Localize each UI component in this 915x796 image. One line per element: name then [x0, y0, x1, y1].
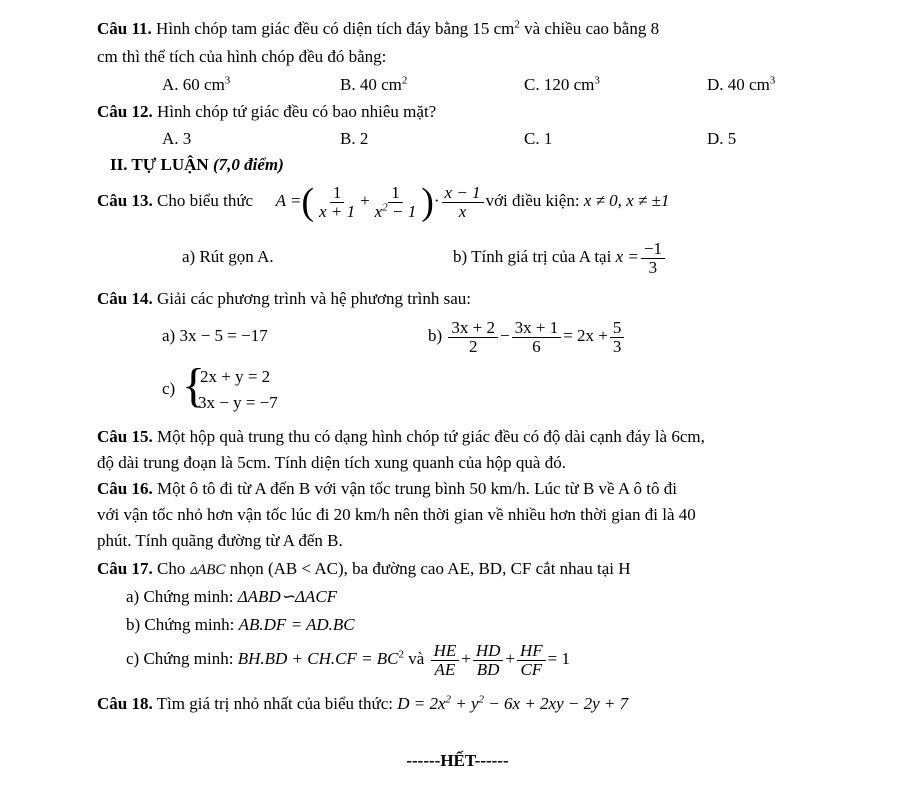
q14-part-a: a) 3x − 5 = −17	[162, 326, 268, 345]
q13-cond: x ≠ 0, x ≠ ±1	[583, 191, 670, 210]
q12-option-a: A. 3	[162, 129, 192, 148]
q14-label: Câu 14.	[97, 289, 153, 308]
q13-frac1: $\frac{1}{x + 1}$	[319, 182, 356, 221]
q17-part-c: c) Chứng minh: $BH.BD + CH.CF = BC^2$ và $\frac{HE}{AE}$ + $\frac{HD}{BD}$ + $\frac{HF}{CF}$ = 1	[126, 640, 570, 679]
q11-line2	[97, 46, 386, 68]
q13-frac2: $\frac{1}{x^2 - 1}$	[374, 182, 417, 221]
q14-text: Giải các phương trình và hệ phương trình sau:	[152, 289, 471, 308]
q17-label: Câu 17.	[97, 559, 153, 578]
q17-part-b: b) Chứng minh: AB.DF = AD.BC	[126, 615, 355, 634]
section-points: (7,0 điểm)	[208, 155, 284, 174]
q11-line1	[97, 18, 659, 40]
q13-text: Cho biểu thức	[152, 191, 254, 210]
q13-paren-open: (	[301, 181, 315, 224]
q14-c-eq2: 3x − y = −7	[198, 393, 278, 412]
q14-b-frac2: $\frac{3x + 1}{6}$	[512, 319, 562, 356]
q13-part-a: a) Rút gọn A.	[182, 247, 274, 266]
q12-option-d: D. 5	[707, 129, 737, 148]
q12-option-b: B. 2	[340, 129, 369, 148]
q14-b-frac3: $\frac{5}{3}$	[610, 319, 625, 356]
q18-line: Câu 18. Tìm giá trị nhỏ nhất của biểu thức: $D = 2x^2 + y^2 - 6x + 2xy - 2y + 7$	[97, 693, 629, 713]
q16-label: Câu 16.	[97, 479, 153, 498]
q11-sup1: 2	[514, 18, 520, 31]
q16-line3: phút. Tính quãng đường từ A đến B.	[97, 531, 343, 550]
q14-line	[97, 288, 471, 310]
q13-part-b: b) Tính giá trị của A tại x = $\frac{-1}{3}$	[453, 235, 667, 279]
q16-line1: Câu 16. Một ô tô đi từ A đến B với vận tốc trung bình 50 km/h. Lúc từ B về A ô tô đi	[97, 479, 677, 498]
end-marker: ------HẾT------	[406, 751, 509, 770]
q11-label: Câu 11.	[97, 19, 152, 38]
q13-label: Câu 13.	[97, 191, 153, 210]
q16-line2: với vận tốc nhỏ hơn vận tốc lúc đi 20 km/h nên thời gian về nhiều hơn thời gian đi là 40	[97, 505, 696, 524]
q14-system-brace: {	[182, 359, 206, 412]
q17-part-a: a) Chứng minh: ΔABD∽ΔACF	[126, 587, 338, 606]
q12-option-c: C. 1	[524, 129, 553, 148]
q13-b-frac: $\frac{-1}{3}$	[641, 240, 665, 277]
q14-c-eq1: 2x + y = 2	[200, 367, 271, 386]
q13-cond-text: với điều kiện:	[485, 191, 584, 210]
q11-text2: và chiều cao bằng 8	[519, 19, 660, 38]
section-title: II. TỰ LUẬN	[110, 155, 209, 174]
q11-option-a: A. 60 $cm^3$	[162, 74, 231, 94]
q15-label: Câu 15.	[97, 427, 153, 446]
q15-line1: Câu 15. Một hộp quà trung thu có dạng hình chóp tứ giác đều có độ dài cạnh đáy là 6cm,	[97, 427, 705, 446]
q14-b-frac1: $\frac{3x + 2}{2}$	[448, 319, 498, 356]
q17-c-frac2: $\frac{HD}{BD}$	[473, 642, 504, 679]
q17-line: Câu 17. Cho ▵ABC nhọn (AB < AC), ba đường cao AE, BD, CF cắt nhau tại H	[97, 559, 631, 578]
q13-frac3: $\frac{x - 1}{x}$	[442, 184, 484, 221]
q18-expr: $D = 2x^2 + y^2 - 6x + 2xy - 2y + 7$	[397, 693, 629, 713]
q14-part-c-label: c)	[162, 379, 176, 398]
q11-text3: cm thì thể tích của hình chóp đều đó bằng:	[97, 47, 387, 66]
q11-text1: Hình chóp tam giác đều có diện tích đáy bằng 15 cm	[151, 19, 515, 38]
q11-option-d: D. 40 $cm^3$	[707, 74, 776, 94]
q12-label: Câu 12.	[97, 102, 153, 121]
q17-c-frac1: $\frac{HE}{AE}$	[431, 642, 460, 679]
q14-part-b: b) $\frac{3x + 2}{2}$ − $\frac{3x + 1}{6}$ = 2x + $\frac{5}{3}$	[428, 314, 626, 358]
q17-c-frac3: $\frac{HF}{CF}$	[517, 642, 546, 679]
q12-line	[97, 101, 436, 123]
q18-label: Câu 18.	[97, 694, 153, 713]
q13-line: Câu 13. Cho biểu thức A =( $\frac{1}{x + 1}$ + $\frac{1}{x^2 - 1}$ )· $\frac{x - 1}{x}$ với điều kiện: x ≠ 0, x ≠ ±1	[97, 181, 670, 224]
section-heading	[110, 154, 284, 176]
q12-text: Hình chóp tứ giác đều có bao nhiêu mặt?	[152, 102, 437, 121]
q13-paren-close: )	[421, 181, 434, 224]
q11-option-b: B. 40 $cm^2$	[340, 74, 408, 94]
q13-a-eq: A =	[275, 191, 302, 210]
q15-line2: độ dài trung đoạn là 5cm. Tính diện tích xung quanh của hộp quà đó.	[97, 453, 566, 472]
q17-triangle: ▵ABC	[189, 562, 226, 578]
q11-option-c: C. 120 $cm^3$	[524, 74, 600, 94]
